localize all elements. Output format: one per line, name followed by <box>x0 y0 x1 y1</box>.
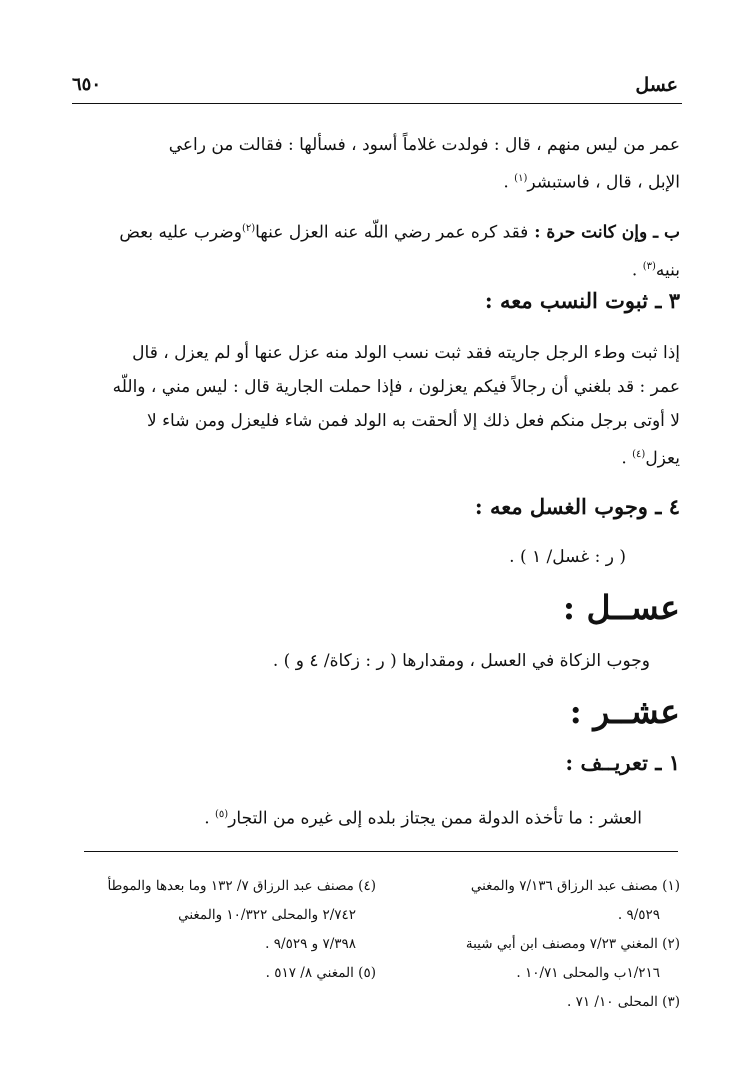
footnote-separator <box>84 851 678 852</box>
paragraph-3-line-3: لا أوتى برجل منكم فعل ذلك إلا ألحقت به الولد فمن شاء فليعزل ومن شاء لا <box>146 411 680 431</box>
footnote-2-line-1: (٢) المغني ٧/٢٣ ومصنف ابن أبي شيبة <box>465 936 680 952</box>
paragraph-2 <box>78 212 680 287</box>
footnote-4-line-2: ٢/٧٤٢ والمحلى ١٠/٣٢٢ والمغني <box>178 907 356 923</box>
paragraph-1-line-1: عمر من ليس منهم ، قال : فولدت غلاماً أسود ، فسألها : فقالت من راعي <box>168 135 680 155</box>
paragraph-2-text: فقد كره عمر رضي اللّه عنه العزل عنها <box>255 222 529 243</box>
footnote-5-line-1: (٥) المغني ٨/ ٥١٧ . <box>265 965 376 981</box>
entry-1-text: وجوب الزكاة في العسل ، ومقدارها ( ر : زكاة/ ٤ و ) . <box>272 651 650 671</box>
footnote-ref-3: (٣) <box>642 260 656 272</box>
paragraph-2-line-2 <box>78 250 680 288</box>
entry-1-title: عســل : <box>562 588 680 627</box>
reference-4: ( ر : غسل/ ١ ) . <box>509 547 626 567</box>
header-rule <box>72 103 682 104</box>
entry-2-subheading: ١ ـ تعريــف : <box>565 750 680 775</box>
running-header-title: عسل <box>635 74 678 96</box>
footnote-ref-2: (٢) <box>241 223 256 234</box>
heading-3: ٣ ـ ثبوت النسب معه : <box>484 288 680 313</box>
paragraph-3-line-2: عمر : قد بلغني أن رجالاً فيكم يعزلون ، فإذا حملت الجارية قال : ليس مني ، واللّه <box>112 377 680 397</box>
footnotes-right-column <box>400 872 680 1017</box>
paragraph-3-line-4-text: يعزل <box>645 448 680 469</box>
footnote-2-line-2: ١/٢١٦ب والمحلى ١٠/٧١ . <box>516 965 660 981</box>
footnote-1-line-1: (١) مصنف عبد الرزاق ٧/١٣٦ والمغني <box>470 878 680 894</box>
footnote-3-line-1: (٣) المحلى ١٠/ ٧١ . <box>567 994 680 1010</box>
footnote-1-line-2: ٩/٥٢٩ . <box>617 907 660 923</box>
paragraph-1-end: . <box>503 172 515 193</box>
footnote-ref-5: (٥) <box>215 809 229 820</box>
footnotes-left-column <box>86 872 376 988</box>
paragraph-1 <box>78 128 680 200</box>
paragraph-2-end: . <box>631 260 643 281</box>
footnote-ref-1: (١) <box>514 173 528 184</box>
paragraph-3-line-4 <box>78 438 680 476</box>
heading-4: ٤ ـ وجوب الغسل معه : <box>474 494 680 519</box>
paragraph-2-label: ب ـ وإن كانت حرة : <box>528 222 680 243</box>
paragraph-2-line-1 <box>78 212 680 250</box>
entry-2-text <box>78 798 642 836</box>
entry-2-definition: العشر : ما تأخذه الدولة ممن يجتاز بلده إلى غيره من التجار <box>228 808 642 829</box>
entry-2-title: عشــر : <box>569 692 680 731</box>
paragraph-1-line-2 <box>78 162 680 200</box>
paragraph-3-end: . <box>621 448 633 469</box>
paragraph-2-line-2-text: بنيه <box>655 260 680 281</box>
paragraph-1-line-2-text: الإبل ، قال ، فاستبشر <box>527 172 680 193</box>
footnote-4-line-3: ٧/٣٩٨ و ٩/٥٢٩ . <box>265 936 356 952</box>
footnote-ref-4: (٤) <box>632 449 646 460</box>
paragraph-2-text-2: وضرب عليه بعض <box>119 222 242 243</box>
paragraph-3-line-1: إذا ثبت وطء الرجل جاريته فقد ثبت نسب الولد منه عزل عنها أو لم يعزل ، قال <box>132 343 680 363</box>
paragraph-3 <box>78 336 680 476</box>
footnote-4-line-1: (٤) مصنف عبد الرزاق ٧/ ١٣٢ وما بعدها والموطأ <box>107 878 376 894</box>
page-number: ٦٥٠ <box>72 74 102 95</box>
entry-2-end: . <box>204 808 216 829</box>
